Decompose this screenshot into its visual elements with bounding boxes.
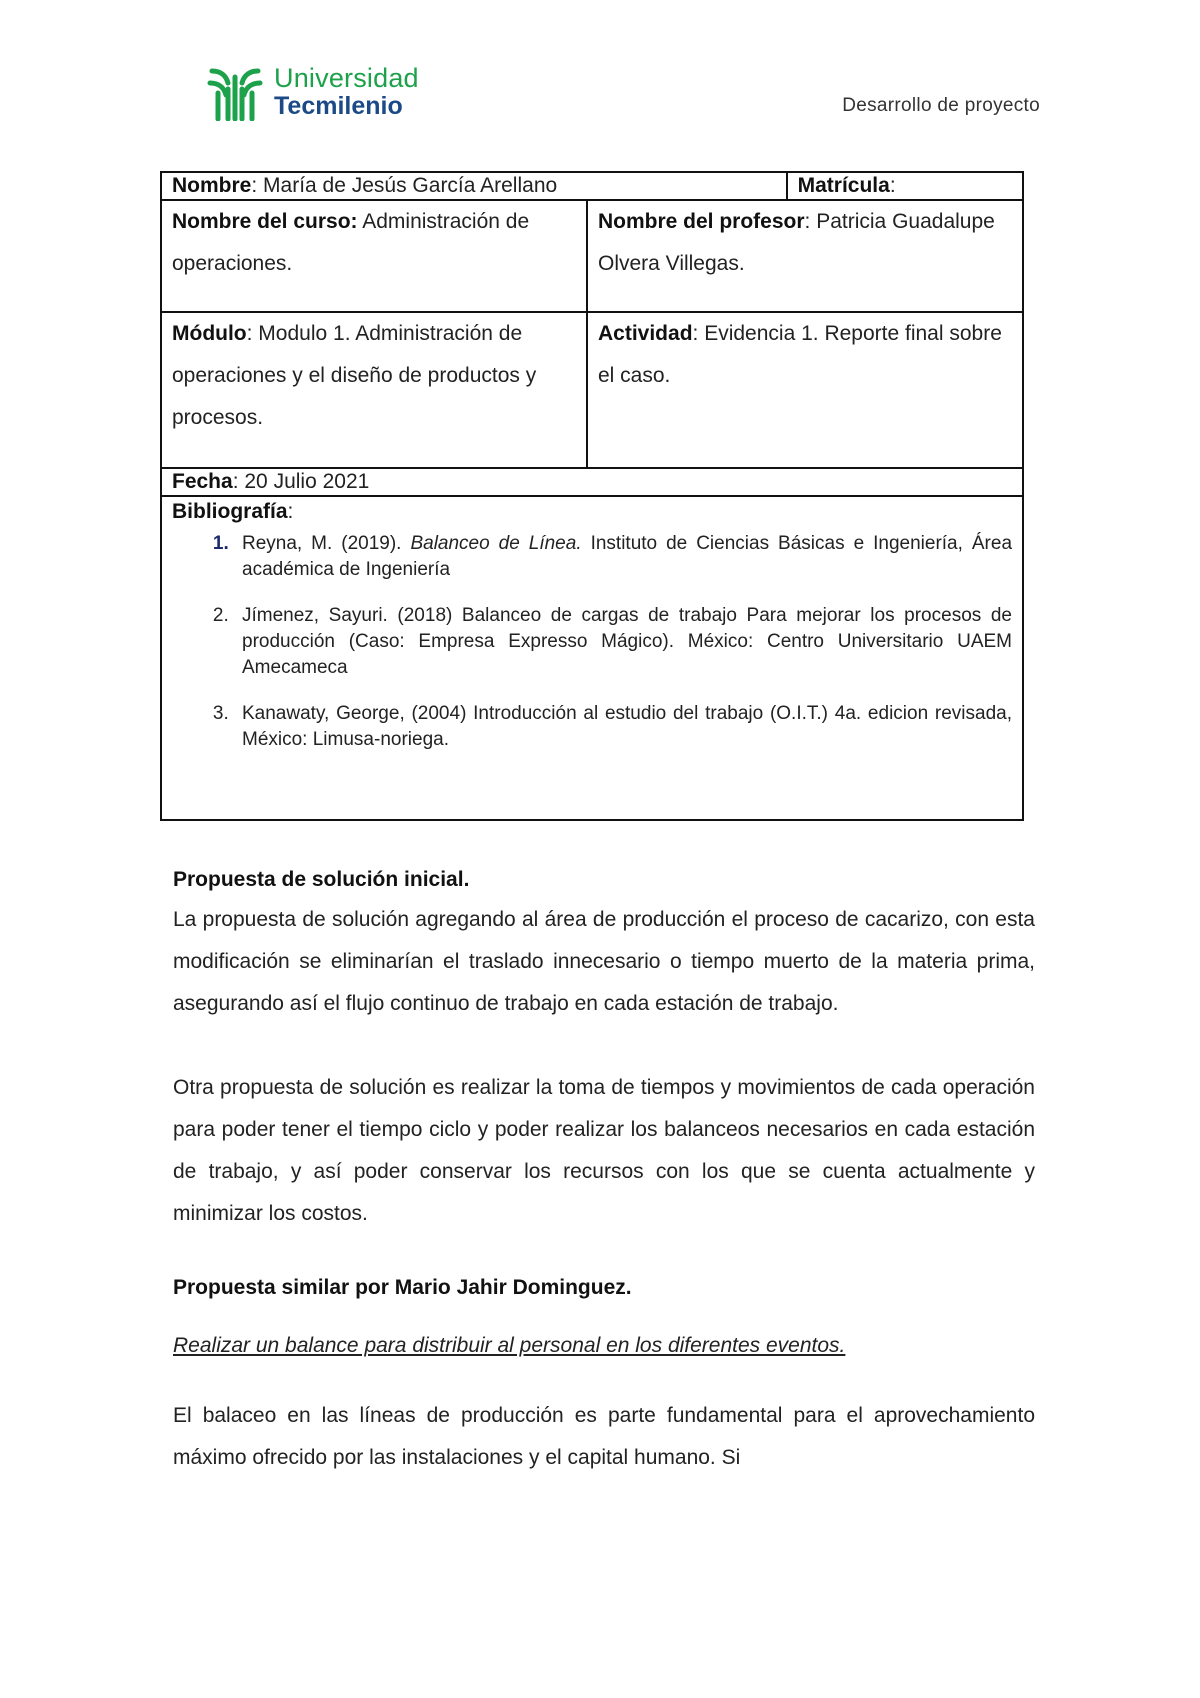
nombre-value: : María de Jesús García Arellano: [251, 174, 558, 197]
actividad-value: : Evidencia 1. Reporte final sobre el caso.: [598, 322, 1002, 387]
paragraph-propuesta-2: Otra propuesta de solución es realizar la toma de tiempos y movimientos de cada operación para poder tener el tiempo ciclo y poder realizar los balanceos necesarios en cada estación de trabajo, y así poder conservar los recursos con los que se cuenta actualmente y minimizar los costos.: [173, 1076, 1035, 1225]
logo-line-universidad: Universidad: [274, 63, 419, 93]
cell-fecha: [161, 468, 1023, 496]
row-bibliografia: [161, 496, 1023, 820]
bib-1-post: Instituto de Ciencias Básicas e Ingeniería, Área académica de Ingeniería: [242, 533, 1013, 580]
tecmilenio-leaf-icon: [206, 63, 264, 121]
bib-item: [234, 531, 1012, 583]
university-logo: [206, 63, 419, 121]
bibliografia-label: Bibliografía: [172, 500, 288, 523]
fecha-value: : 20 Julio 2021: [232, 470, 370, 493]
paragraph-balanceo: El balaceo en las líneas de producción es parte fundamental para el aprovechamiento máximo ofrecido por las instalaciones y el capital humano. Si: [173, 1404, 1035, 1469]
cell-nombre: [161, 172, 787, 200]
actividad-label: Actividad: [598, 322, 693, 345]
curso-label: Nombre del curso:: [172, 210, 358, 233]
document-body: [173, 865, 1035, 1479]
bib-item: 3. Kanawaty, George, (2004) Introducción al estudio del trabajo (O.I.T.) 4a. edicion revisada, México: Limusa-noriega.: [234, 701, 1012, 753]
cell-modulo: [161, 312, 587, 468]
profesor-label: Nombre del profesor: [598, 210, 805, 233]
cell-profesor: [587, 200, 1023, 312]
cell-actividad: [587, 312, 1023, 468]
row-curso-profesor: [161, 200, 1023, 312]
logo-line-tecmilenio: Tecmilenio: [274, 92, 403, 120]
bibliografia-colon: :: [287, 500, 294, 523]
paragraph-propuesta-1: La propuesta de solución agregando al área de producción el proceso de cacarizo, con esta modificación se eliminarían el traslado innecesario o tiempo muerto de la materia prima, asegurando así el flujo continuo de trabajo en cada estación de trabajo.: [173, 908, 1035, 1015]
modulo-value: : Modulo 1. Administración de operaciones y el diseño de productos y procesos.: [172, 322, 537, 429]
bib-item: 2. Jímenez, Sayuri. (2018) Balanceo de cargas de trabajo Para mejorar los procesos de producción (Caso: Empresa Expresso Mágico). México: Centro Universitario UAEM Amecameca: [234, 603, 1012, 681]
bibliography-list: [172, 531, 1012, 753]
matricula-value: :: [889, 174, 896, 197]
row-modulo-actividad: [161, 312, 1023, 468]
curso-value: Administración de operaciones.: [172, 210, 530, 275]
nombre-label: Nombre: [172, 174, 252, 197]
profesor-value: : Patricia Guadalupe Olvera Villegas.: [598, 210, 995, 275]
row-nombre: [161, 172, 1023, 200]
cell-matricula: [787, 172, 1023, 200]
heading-propuesta-inicial: Propuesta de solución inicial.: [173, 868, 470, 891]
bib-1-title: Balanceo de Línea.: [410, 533, 582, 554]
subtitle-balance: Realizar un balance para distribuir al personal en los diferentes eventos.: [173, 1334, 846, 1357]
cell-bibliografia: [161, 496, 1023, 820]
cell-curso: [161, 200, 587, 312]
fecha-label: Fecha: [172, 470, 233, 493]
matricula-label: Matrícula: [797, 174, 890, 197]
document-header-title: Desarrollo de proyecto: [842, 95, 1040, 116]
modulo-label: Módulo: [172, 322, 247, 345]
bib-1-pre: Reyna, M. (2019).: [242, 533, 411, 554]
row-fecha: [161, 468, 1023, 496]
heading-propuesta-similar: Propuesta similar por Mario Jahir Dominguez.: [173, 1276, 632, 1299]
student-info-table: [160, 171, 1024, 821]
